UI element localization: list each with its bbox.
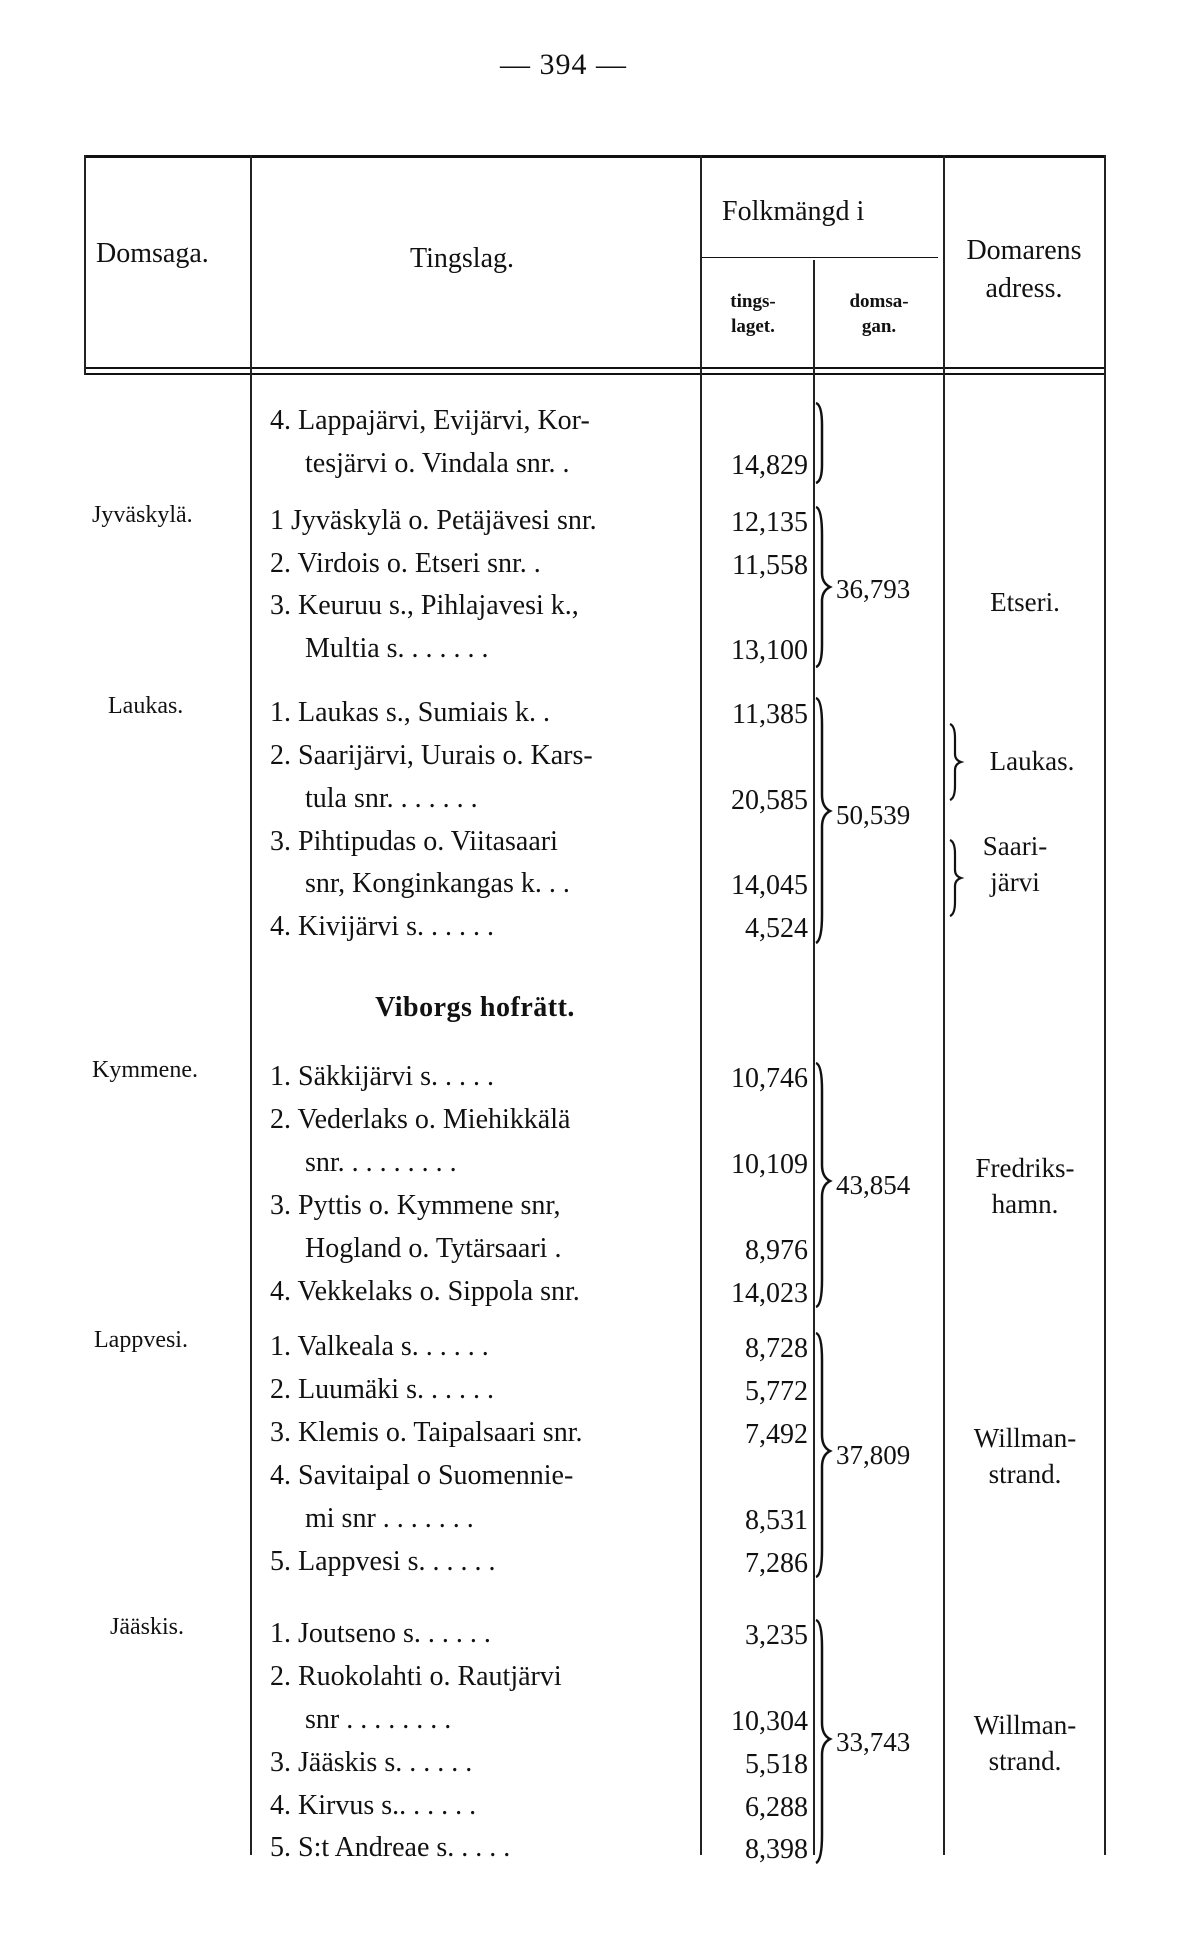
brace-icon bbox=[816, 507, 830, 667]
tingslag-line: 1. Joutseno s. . . . . . bbox=[270, 1618, 491, 1649]
brace-icon bbox=[816, 1333, 830, 1577]
tingslag-line: 2. Saarijärvi, Uurais o. Kars- bbox=[270, 740, 593, 771]
col-line-left bbox=[84, 155, 86, 375]
population-tingslag: 11,385 bbox=[732, 699, 808, 730]
header-domsaga: Domsaga. bbox=[96, 238, 209, 269]
address-willmanstrand-2-line1: Willman- bbox=[973, 1710, 1077, 1740]
tingslag-line: 2. Vederlaks o. Miehikkälä bbox=[270, 1104, 571, 1135]
header-tingslaget-line1: tings- bbox=[730, 291, 776, 312]
population-tingslag: 8,531 bbox=[745, 1505, 808, 1536]
header-tingslaget bbox=[706, 289, 800, 339]
tingslag-line: 3. Jääskis s. . . . . . bbox=[270, 1747, 473, 1778]
population-tingslag: 13,100 bbox=[731, 635, 808, 666]
population-tingslag: 14,045 bbox=[731, 870, 808, 901]
population-tingslag: 10,746 bbox=[731, 1063, 808, 1094]
col-line-tingslaget bbox=[700, 155, 702, 1855]
tingslag-line: mi snr . . . . . . . bbox=[305, 1503, 474, 1534]
address-willmanstrand-2 bbox=[950, 1707, 1100, 1779]
header-domsagan-line1: domsa- bbox=[849, 291, 909, 312]
tingslag-line: 4. Lappajärvi, Evijärvi, Kor- bbox=[270, 405, 590, 436]
population-tingslag: 8,976 bbox=[745, 1235, 808, 1266]
population-domsaga: 37,809 bbox=[836, 1440, 911, 1470]
district-lappvesi: Lappvesi. bbox=[94, 1327, 188, 1353]
population-tingslag: 8,728 bbox=[745, 1333, 808, 1364]
brace-icon bbox=[950, 724, 961, 800]
population-tingslag: 7,286 bbox=[745, 1548, 808, 1579]
tingslag-line: snr . . . . . . . . bbox=[305, 1704, 452, 1735]
address-willmanstrand-1-line1: Willman- bbox=[973, 1423, 1077, 1453]
tingslag-line: 3. Klemis o. Taipalsaari snr. bbox=[270, 1417, 583, 1448]
header-adress bbox=[948, 232, 1100, 308]
tingslag-line: 4. Kivijärvi s. . . . . . bbox=[270, 911, 494, 942]
population-tingslag: 7,492 bbox=[745, 1419, 808, 1450]
header-tingslag: Tingslag. bbox=[410, 243, 515, 274]
tingslag-line: 2. Luumäki s. . . . . . bbox=[270, 1374, 494, 1405]
brace-group bbox=[812, 395, 838, 1875]
header-domsagan-line2: gan. bbox=[861, 316, 897, 337]
court-heading: Viborgs hofrätt. bbox=[375, 992, 575, 1023]
tingslag-line: 1. Laukas s., Sumiais k. . bbox=[270, 697, 550, 728]
population-tingslag: 5,518 bbox=[745, 1749, 808, 1780]
tingslag-line: 2. Virdois o. Etseri snr. . bbox=[270, 548, 541, 579]
population-tingslag: 3,235 bbox=[745, 1620, 808, 1651]
tingslag-line: 3. Pihtipudas o. Viitasaari bbox=[270, 826, 558, 857]
tingslag-line: 3. Pyttis o. Kymmene snr, bbox=[270, 1190, 561, 1221]
address-saarijarvi-line1: Saari- bbox=[982, 831, 1048, 861]
tingslag-line: snr. . . . . . . . . bbox=[305, 1147, 457, 1178]
population-tingslag: 6,288 bbox=[745, 1792, 808, 1823]
tingslag-line: 3. Keuruu s., Pihlajavesi k., bbox=[270, 590, 579, 621]
address-fredrikshamn-line1: Fredriks- bbox=[975, 1153, 1075, 1183]
header-domsagan bbox=[820, 289, 938, 339]
page-number: — 394 — bbox=[500, 48, 627, 81]
tingslag-line: 2. Ruokolahti o. Rautjärvi bbox=[270, 1661, 562, 1692]
address-willmanstrand-1-line2: strand. bbox=[988, 1459, 1062, 1489]
tingslag-line: Hogland o. Tytärsaari . bbox=[305, 1233, 562, 1264]
population-domsaga: 50,539 bbox=[836, 800, 911, 830]
brace-icon bbox=[816, 1063, 830, 1307]
population-tingslag: 11,558 bbox=[732, 550, 808, 581]
address-etseri: Etseri. bbox=[990, 587, 1060, 617]
folkmangd-rule bbox=[702, 257, 938, 258]
col-line-adress bbox=[943, 155, 945, 1855]
district-jyvaskyla: Jyväskylä. bbox=[92, 502, 193, 528]
district-laukas: Laukas. bbox=[108, 693, 184, 719]
population-tingslag: 4,524 bbox=[745, 913, 808, 944]
header-rule-1 bbox=[84, 367, 1106, 369]
header-adress-line2: adress. bbox=[985, 273, 1063, 304]
population-tingslag: 14,023 bbox=[731, 1278, 808, 1309]
tingslag-line: tesjärvi o. Vindala snr. . bbox=[305, 448, 570, 479]
address-brace-group bbox=[946, 720, 966, 920]
header-tingslaget-line2: laget. bbox=[731, 316, 775, 337]
tingslag-line: snr, Konginkangas k. . . bbox=[305, 868, 570, 899]
tingslag-line: 5. S:t Andreae s. . . . . bbox=[270, 1832, 511, 1863]
brace-icon bbox=[816, 698, 830, 943]
tingslag-line: 4. Vekkelaks o. Sippola snr. bbox=[270, 1276, 580, 1307]
population-tingslag: 5,772 bbox=[745, 1376, 808, 1407]
address-fredrikshamn bbox=[950, 1150, 1100, 1222]
district-jaaskis: Jääskis. bbox=[110, 1614, 184, 1640]
population-domsaga: 43,854 bbox=[836, 1170, 911, 1200]
district-kymmene: Kymmene. bbox=[92, 1057, 198, 1083]
address-fredrikshamn-line2: hamn. bbox=[991, 1189, 1059, 1219]
address-saarijarvi bbox=[965, 828, 1065, 900]
address-saarijarvi-line2: järvi bbox=[990, 867, 1040, 897]
brace-icon bbox=[816, 403, 822, 483]
tingslag-line: 5. Lappvesi s. . . . . . bbox=[270, 1546, 496, 1577]
col-line-right bbox=[1104, 155, 1106, 1855]
population-tingslag: 10,109 bbox=[731, 1149, 808, 1180]
tingslag-line: 4. Kirvus s.. . . . . . bbox=[270, 1790, 477, 1821]
population-domsaga: 36,793 bbox=[836, 574, 911, 604]
population-tingslag: 8,398 bbox=[745, 1834, 808, 1865]
tingslag-line: 1. Valkeala s. . . . . . bbox=[270, 1331, 489, 1362]
tingslag-line: 4. Savitaipal o Suomennie- bbox=[270, 1460, 574, 1491]
address-laukas: Laukas. bbox=[989, 746, 1075, 776]
tingslag-line: Multia s. . . . . . . bbox=[305, 633, 489, 664]
header-folkmangd: Folkmängd i bbox=[722, 196, 865, 227]
tingslag-line: 1. Säkkijärvi s. . . . . bbox=[270, 1061, 494, 1092]
population-domsaga: 33,743 bbox=[836, 1727, 911, 1757]
population-tingslag: 20,585 bbox=[731, 785, 808, 816]
brace-icon bbox=[816, 1620, 830, 1863]
population-tingslag: 12,135 bbox=[731, 507, 808, 538]
top-rule bbox=[84, 155, 1106, 158]
header-rule-2 bbox=[84, 373, 1106, 375]
population-tingslag: 10,304 bbox=[731, 1706, 808, 1737]
tingslag-line: tula snr. . . . . . . bbox=[305, 783, 478, 814]
brace-icon bbox=[950, 840, 961, 916]
address-willmanstrand-2-line2: strand. bbox=[988, 1746, 1062, 1776]
population-tingslag: 14,829 bbox=[731, 450, 808, 481]
address-willmanstrand-1 bbox=[950, 1420, 1100, 1492]
header-adress-line1: Domarens bbox=[966, 235, 1082, 266]
tingslag-line: 1 Jyväskylä o. Petäjävesi snr. bbox=[270, 505, 597, 536]
